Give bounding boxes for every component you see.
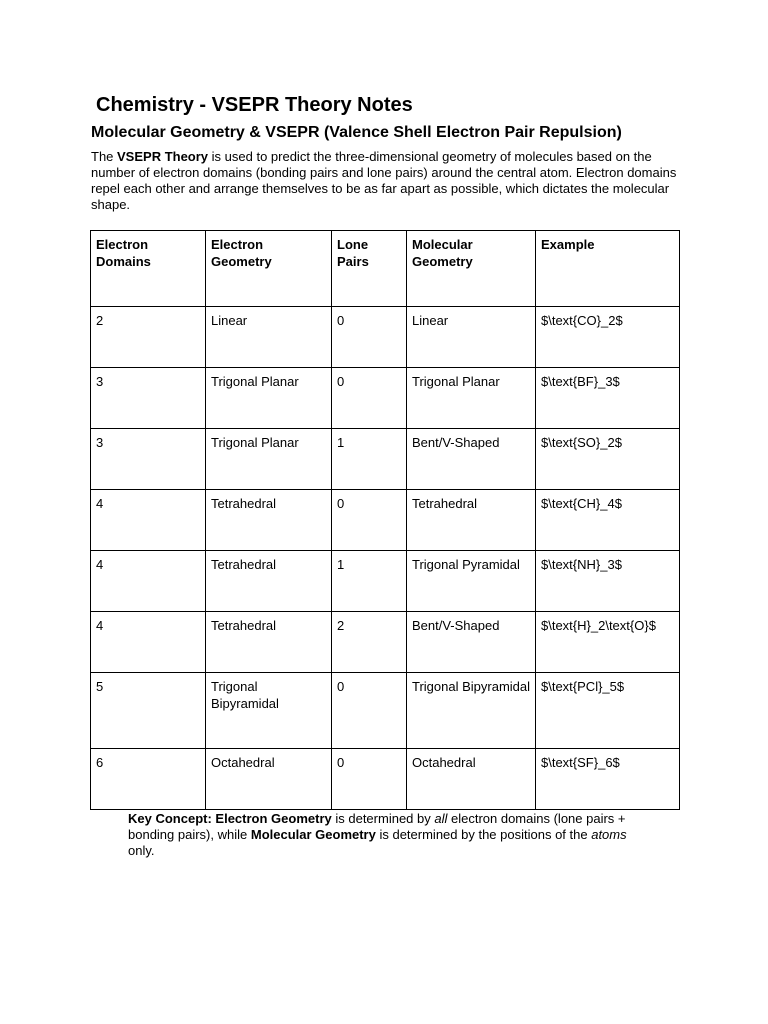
cell-molecular-geometry: Linear	[407, 307, 536, 368]
cell-electron-geometry: Octahedral	[206, 749, 332, 810]
cell-electron-geometry: Linear	[206, 307, 332, 368]
table-row	[91, 490, 680, 551]
key-concept-text: electron domains (lone pairs + bonding pairs), while	[128, 811, 626, 842]
table-row	[91, 307, 680, 368]
cell-example: $\text{BF}_3$	[536, 368, 680, 429]
header-molecular-geometry: Molecular Geometry	[407, 231, 536, 307]
cell-electron-geometry: Trigonal Planar	[206, 368, 332, 429]
cell-lone-pairs: 0	[332, 673, 407, 749]
cell-example: $\text{CO}_2$	[536, 307, 680, 368]
cell-electron-domains: 3	[91, 368, 206, 429]
table-row	[91, 612, 680, 673]
cell-electron-geometry: Tetrahedral	[206, 490, 332, 551]
cell-electron-domains: 3	[91, 429, 206, 490]
cell-example: $\text{PCl}_5$	[536, 673, 680, 749]
cell-molecular-geometry: Bent/V-Shaped	[407, 612, 536, 673]
header-example: Example	[536, 231, 680, 307]
table-header-row	[91, 231, 680, 307]
cell-molecular-geometry: Trigonal Bipyramidal	[407, 673, 536, 749]
key-concept-text: only.	[128, 843, 155, 858]
cell-molecular-geometry: Trigonal Pyramidal	[407, 551, 536, 612]
cell-electron-domains: 2	[91, 307, 206, 368]
key-concept-italic-all: all	[434, 811, 448, 826]
cell-electron-domains: 5	[91, 673, 206, 749]
table-row	[91, 429, 680, 490]
key-concept-italic-atoms: atoms	[591, 827, 627, 842]
key-concept-term-molecular-geometry: Molecular Geometry	[250, 827, 376, 842]
cell-lone-pairs: 0	[332, 368, 407, 429]
cell-lone-pairs: 1	[332, 429, 407, 490]
cell-molecular-geometry: Trigonal Planar	[407, 368, 536, 429]
cell-example: $\text{CH}_4$	[536, 490, 680, 551]
cell-electron-geometry: Tetrahedral	[206, 612, 332, 673]
header-lone-pairs: Lone Pairs	[332, 231, 407, 307]
header-electron-domains: Electron Domains	[91, 231, 206, 307]
cell-example: $\text{SO}_2$	[536, 429, 680, 490]
table-row	[91, 673, 680, 749]
cell-electron-geometry: Trigonal Planar	[206, 429, 332, 490]
table-row	[91, 368, 680, 429]
page-title: Chemistry - VSEPR Theory Notes	[96, 94, 413, 116]
cell-lone-pairs: 0	[332, 749, 407, 810]
cell-molecular-geometry: Bent/V-Shaped	[407, 429, 536, 490]
cell-lone-pairs: 0	[332, 307, 407, 368]
cell-electron-domains: 6	[91, 749, 206, 810]
cell-example: $\text{SF}_6$	[536, 749, 680, 810]
cell-electron-geometry: Trigonal Bipyramidal	[206, 673, 332, 749]
key-concept-text: is determined by the positions of the	[375, 827, 592, 842]
intro-paragraph	[91, 149, 691, 213]
table-row	[91, 749, 680, 810]
cell-electron-domains: 4	[91, 612, 206, 673]
intro-prefix: The	[91, 149, 118, 164]
key-concept-term-electron-geometry: Electron Geometry	[215, 811, 332, 826]
key-concept-text: is determined by	[331, 811, 435, 826]
key-concept-paragraph	[128, 811, 648, 859]
cell-lone-pairs: 1	[332, 551, 407, 612]
cell-lone-pairs: 0	[332, 490, 407, 551]
cell-electron-domains: 4	[91, 490, 206, 551]
vsepr-table	[90, 230, 680, 810]
cell-electron-geometry: Tetrahedral	[206, 551, 332, 612]
intro-bold-term: VSEPR Theory	[117, 149, 209, 164]
table-row	[91, 551, 680, 612]
cell-electron-domains: 4	[91, 551, 206, 612]
page-subtitle: Molecular Geometry & VSEPR (Valence Shell Electron Pair Repulsion)	[91, 124, 622, 141]
cell-example: $\text{H}_2\text{O}$	[536, 612, 680, 673]
cell-molecular-geometry: Octahedral	[407, 749, 536, 810]
cell-example: $\text{NH}_3$	[536, 551, 680, 612]
cell-lone-pairs: 2	[332, 612, 407, 673]
key-concept-label: Key Concept:	[128, 811, 212, 826]
header-electron-geometry: Electron Geometry	[206, 231, 332, 307]
intro-rest: is used to predict the three-dimensional geometry of molecules based on the number of electron domains (bonding pairs and lone pairs) around the central atom. Electron domains repel each other and arrange themselves to be as far apart as possible, which dictates the molecular shape.	[91, 149, 677, 212]
cell-molecular-geometry: Tetrahedral	[407, 490, 536, 551]
